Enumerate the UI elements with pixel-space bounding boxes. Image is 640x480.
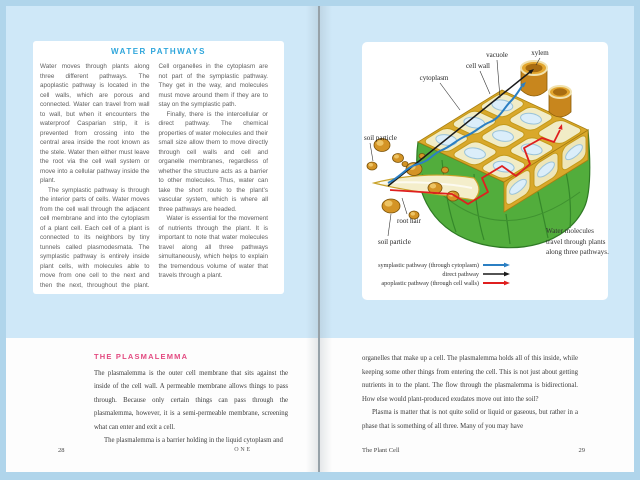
xylem-vessel xyxy=(549,86,571,117)
label-xylem: xylem xyxy=(531,49,549,57)
section-paragraph: The plasmalemma is a barrier holding in the liquid cytoplasm and xyxy=(104,437,283,444)
left-page-footer xyxy=(58,447,252,454)
label-cell-wall: cell wall xyxy=(466,62,490,70)
spine-divider xyxy=(318,6,320,472)
right-page-footer xyxy=(362,447,585,454)
legend-arrowhead-symplastic xyxy=(504,263,510,268)
figure-legend xyxy=(378,262,510,287)
figure-caption: Water molecules travel through plants along three pathways. xyxy=(546,227,609,256)
article-body xyxy=(33,60,284,290)
article-paragraph: Water is essential for the movement of nutrients through the plant. It is important to note that water molecules travel along all three pathways simultaneously, which helps to explain the tremendous volume of water that travels through a plant. xyxy=(158,215,268,279)
section-paragraph: Plasma is matter that is not quite solid or liquid or gaseous, but rather in a phase that is something of all three. Many of you may have xyxy=(362,409,578,430)
plant-cell-figure xyxy=(362,42,608,300)
legend-label-direct: direct pathway xyxy=(442,271,479,278)
page-spread xyxy=(6,6,634,472)
label-root-hair: root hair xyxy=(397,217,421,225)
label-soil-particle-top: soil particle xyxy=(364,134,397,142)
spine-shadow-left xyxy=(306,6,318,472)
legend-arrowhead-apoplastic xyxy=(504,281,510,286)
figure-panel xyxy=(362,42,608,300)
plasmalemma-section xyxy=(94,350,288,448)
section-heading: THE PLASMALEMMA xyxy=(94,352,189,361)
article-title: WATER PATHWAYS xyxy=(111,47,206,56)
spine-shadow-right xyxy=(320,6,332,472)
legend-label-symplastic: symplastic pathway (through cytoplasm) xyxy=(378,262,479,269)
page-number-right: 29 xyxy=(578,447,585,454)
page-number-left: 28 xyxy=(58,447,65,454)
plasmalemma-continued xyxy=(362,352,578,433)
legend-arrowhead-direct xyxy=(504,272,510,277)
label-vacuole: vacuole xyxy=(486,51,508,59)
running-head-left: ONE xyxy=(234,447,252,453)
legend-label-apoplastic: apoplastic pathway (through cell walls) xyxy=(381,280,479,287)
xylem-vessel xyxy=(521,61,547,96)
article-paragraph: Water moves through plants along three different pathways. The apoplastic pathway is located in the cell walls, which are porous and connected. Water can travel from wall to wall, but when it encounters the waterproof Casparian strip, it is prevented from crossing into the central area inside the root known as the stele. Water then either must leave the root via the cell wall system or move into a cellular pathway inside the plant. xyxy=(40,63,150,184)
article-paragraph: The symplastic pathway is through the interior parts of cells. Water moves from the cell wall through the adjacent cell membrane and into the cytoplasm of a plant cell. Each cell of a plant is connected to its neighbors by tiny tunnels called plasmodesmata. The symplastic pathway is entirely inside plant cells, with molecules able to move from one cell to the next and then the next, throughout the plant. Cell organelles in the cytoplasm are not part of the symplastic pathway. They get in the way, and molecules must move around them if they are to stay on the symplastic path. xyxy=(40,63,268,289)
section-paragraph: The plasmalemma is the outer cell membrane that sits against the inside of the cell wall. A permeable membrane allows things to pass through. Because only certain things can pass through the plasmalemma, however, it is a semi-permeable membrane, screening what can enter and exit a cell. xyxy=(94,369,288,431)
running-head-right: The Plant Cell xyxy=(362,447,400,454)
water-pathways-panel xyxy=(33,41,284,294)
label-cytoplasm: cytoplasm xyxy=(419,74,449,82)
label-soil-particle-bottom: soil particle xyxy=(378,238,411,246)
section-paragraph: organelles that make up a cell. The plasmalemma holds all of this inside, while keeping some other things from entering the cell. This is not just about getting nutrients in to the plant. The flow through the plasmalemma is bidirectional. How else would plant-produced exudates move out into the soil? xyxy=(362,355,578,403)
article-paragraph: Finally, there is the intercellular or direct pathway. The chemical properties of water molecules and their small size allow them to move directly through cell walls and cell and organelle membranes, regardless of whether the structure acts as a barrier to other molecules. Thus, water can take the short route to the plant’s vascular system, which is where all three pathways are headed. xyxy=(158,110,268,213)
